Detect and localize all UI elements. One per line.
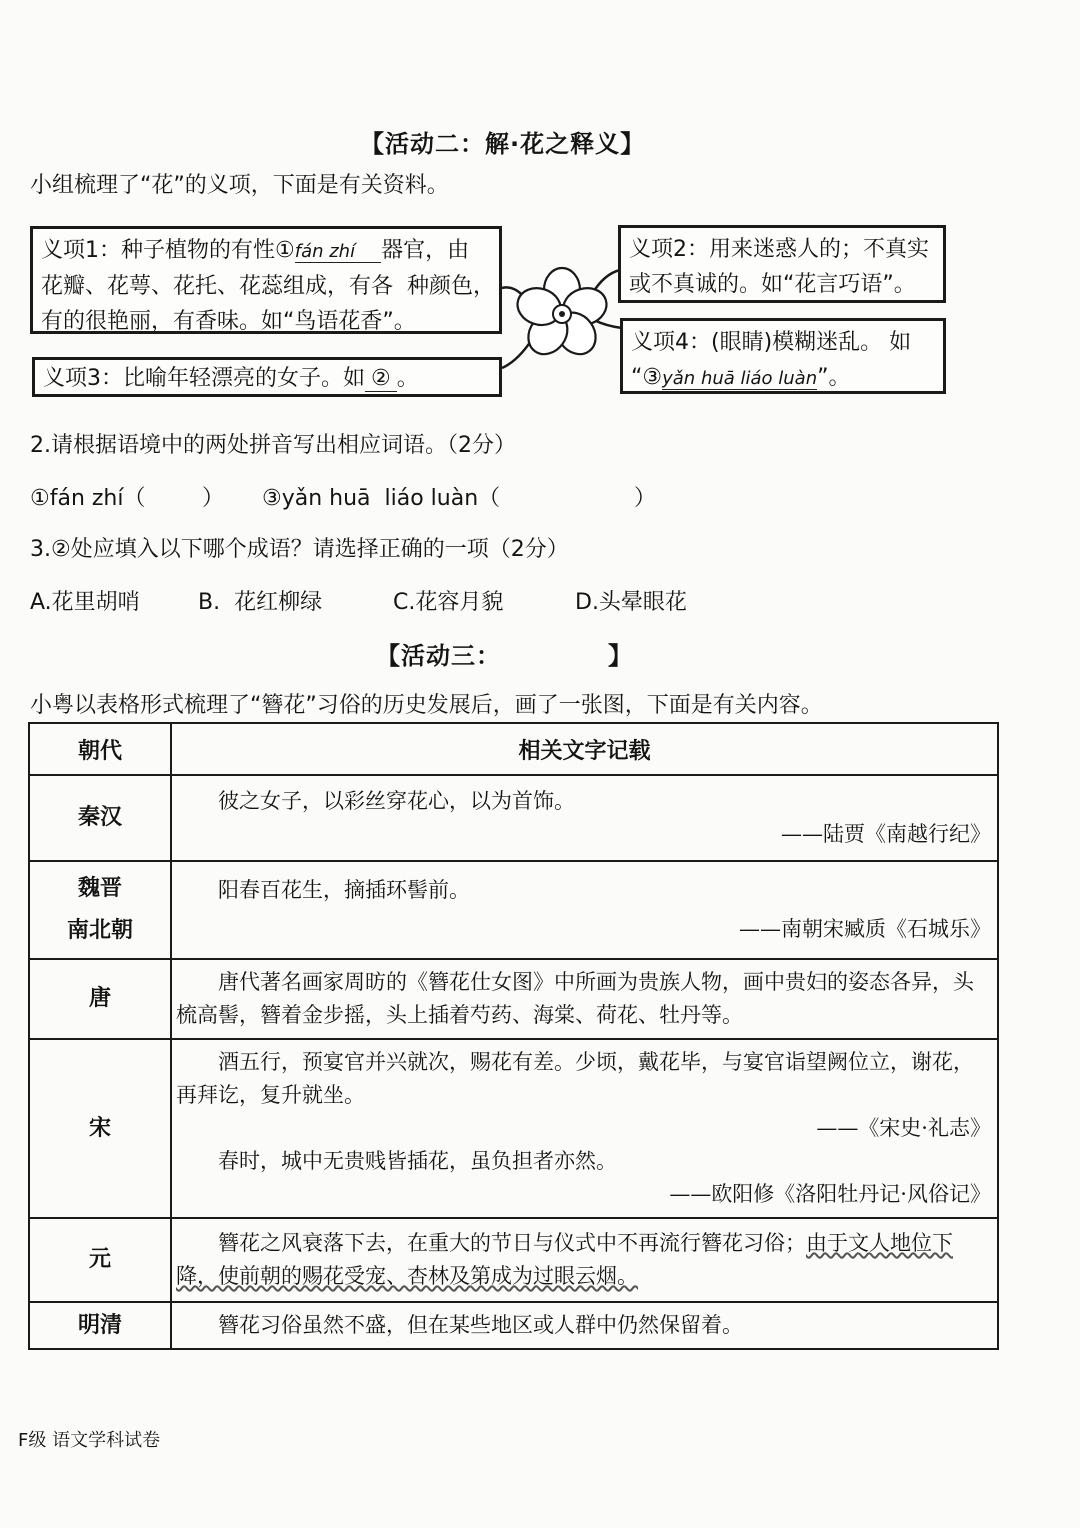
q3-option-d[interactable]: D.头晕眼花	[575, 590, 687, 615]
q3-option-a[interactable]: A.花里胡哨	[30, 590, 140, 615]
q2-answer-2-close: ）	[634, 486, 657, 511]
question-2-stem: 2.请根据语境中的两处拼音写出相应词语。（2分）	[30, 433, 516, 458]
q3-option-c[interactable]: C.花容月貌	[393, 590, 504, 615]
meaning-box-3	[32, 357, 502, 397]
record-song-text-1: 酒五行，预宴官并兴就次，赐花有差。少顷，戴花毕，与宴官诣望阙位立，谢花，再拜讫，复升就坐。	[176, 1050, 974, 1107]
meaning2-line2: 或不真诚的。如“花言巧语”。	[629, 272, 916, 297]
dynasty-weijin	[29, 861, 171, 959]
meaning4-close: ”。	[817, 365, 851, 390]
record-qinhan	[171, 775, 998, 861]
meaning4-pinyin: yǎn huā liáo luàn	[662, 368, 818, 389]
meaning-box-2	[618, 225, 946, 303]
activity3-title-close: 】	[608, 642, 633, 670]
meaning1-line2: 花瓣、花萼、花托、花蕊组成，有各 种颜色，	[41, 274, 495, 299]
activity2-intro: 小组梳理了“花”的义项，下面是有关资料。	[30, 173, 449, 198]
meaning4-line1: 义项4：(眼睛)模糊迷乱。 如	[631, 330, 912, 355]
record-song-text-2: 春时，城中无贵贱皆插花，虽负担者亦然。	[218, 1149, 617, 1173]
table-row-qinhan	[29, 775, 998, 861]
table-row-yuan	[29, 1218, 998, 1302]
dynasty-weijin-line1: 魏晋	[77, 876, 122, 901]
meaning-box-1	[30, 226, 502, 334]
table-row-tang	[29, 959, 998, 1039]
record-qinhan-source: ——陆贾《南越行纪》	[781, 822, 991, 846]
meaning2-line1: 义项2：用来迷惑人的；不真实	[629, 237, 929, 262]
meaning1-pinyin: fán zhí	[295, 241, 381, 263]
record-mingqing	[171, 1302, 998, 1349]
meaning4-open: “③	[631, 365, 663, 390]
connector-line-4	[594, 320, 622, 328]
q2-answer-2-label: ③yǎn huā liáo luàn（	[262, 486, 501, 511]
meaning3-post: 。	[396, 366, 419, 391]
meaning1-post: 器官，由	[381, 238, 470, 263]
record-mingqing-text: 簪花习俗虽然不盛，但在某些地区或人群中仍然保留着。	[218, 1313, 743, 1337]
record-qinhan-text: 彼之女子，以彩丝穿花心，以为首饰。	[218, 789, 575, 813]
q2-answer-1-label: ①fán zhí（	[30, 486, 146, 511]
history-table	[28, 722, 999, 1350]
record-song-source-1: ——《宋史·礼志》	[816, 1116, 991, 1140]
table-row-song	[29, 1039, 998, 1218]
question-3-stem: 3.②处应填入以下哪个成语？请选择正确的一项（2分）	[30, 537, 569, 562]
record-song-source-2: ——欧阳修《洛阳牡丹记·风俗记》	[669, 1182, 991, 1206]
meaning3-pre: 义项3：比喻年轻漂亮的女子。如	[43, 366, 365, 391]
meaning1-line3: 有的很艳丽，有香味。如“鸟语花香”。	[41, 309, 416, 334]
flower-diagram	[500, 228, 625, 378]
record-yuan-text-a: 簪花之风衰落下去，在重大的节日与仪式中不再流行簪花习俗；	[218, 1231, 806, 1255]
record-song	[171, 1039, 998, 1218]
header-dynasty: 朝代	[29, 723, 171, 775]
table-header-row	[29, 723, 998, 775]
record-weijin-text: 阳春百花生，摘插环髻前。	[218, 878, 470, 902]
record-tang-text: 唐代著名画家周昉的《簪花仕女图》中所画为贵族人物，画中贵妇的姿态各异，头梳高髻，簪着金步摇，头上插着芍药、海棠、荷花、牡丹等。	[176, 970, 974, 1027]
record-weijin	[171, 861, 998, 959]
record-weijin-source: ——南朝宋臧质《石城乐》	[739, 917, 991, 941]
dynasty-weijin-line2: 南北朝	[66, 918, 133, 943]
table-row-mingqing	[29, 1302, 998, 1349]
activity2-title: 【活动二：解·花之释义】	[360, 130, 646, 158]
dynasty-tang: 唐	[29, 959, 171, 1039]
q3-option-b[interactable]: B. 花红柳绿	[198, 590, 323, 615]
meaning-box-4	[620, 318, 946, 394]
footer-text: F级 语文学科试卷	[18, 1430, 161, 1451]
meaning3-blank: ②	[365, 366, 397, 392]
record-tang	[171, 959, 998, 1039]
activity3-intro: 小粤以表格形式梳理了“簪花”习俗的历史发展后，画了一张图，下面是有关内容。	[30, 693, 823, 718]
meaning1-pre: 义项1：种子植物的有性①	[41, 238, 295, 263]
record-yuan-text-b: 由于文人地位下降，使前朝的赐花受宠、杏林及第成为过眼云烟。	[176, 1231, 953, 1288]
dynasty-yuan: 元	[29, 1218, 171, 1302]
header-records: 相关文字记载	[171, 723, 998, 775]
dynasty-mingqing: 明清	[29, 1302, 171, 1349]
activity3-title-open: 【活动三：	[376, 642, 501, 670]
dynasty-qinhan: 秦汉	[29, 775, 171, 861]
table-row-weijin	[29, 861, 998, 959]
q2-answer-1-close: ）	[202, 486, 225, 511]
record-yuan	[171, 1218, 998, 1302]
dynasty-song: 宋	[29, 1039, 171, 1218]
